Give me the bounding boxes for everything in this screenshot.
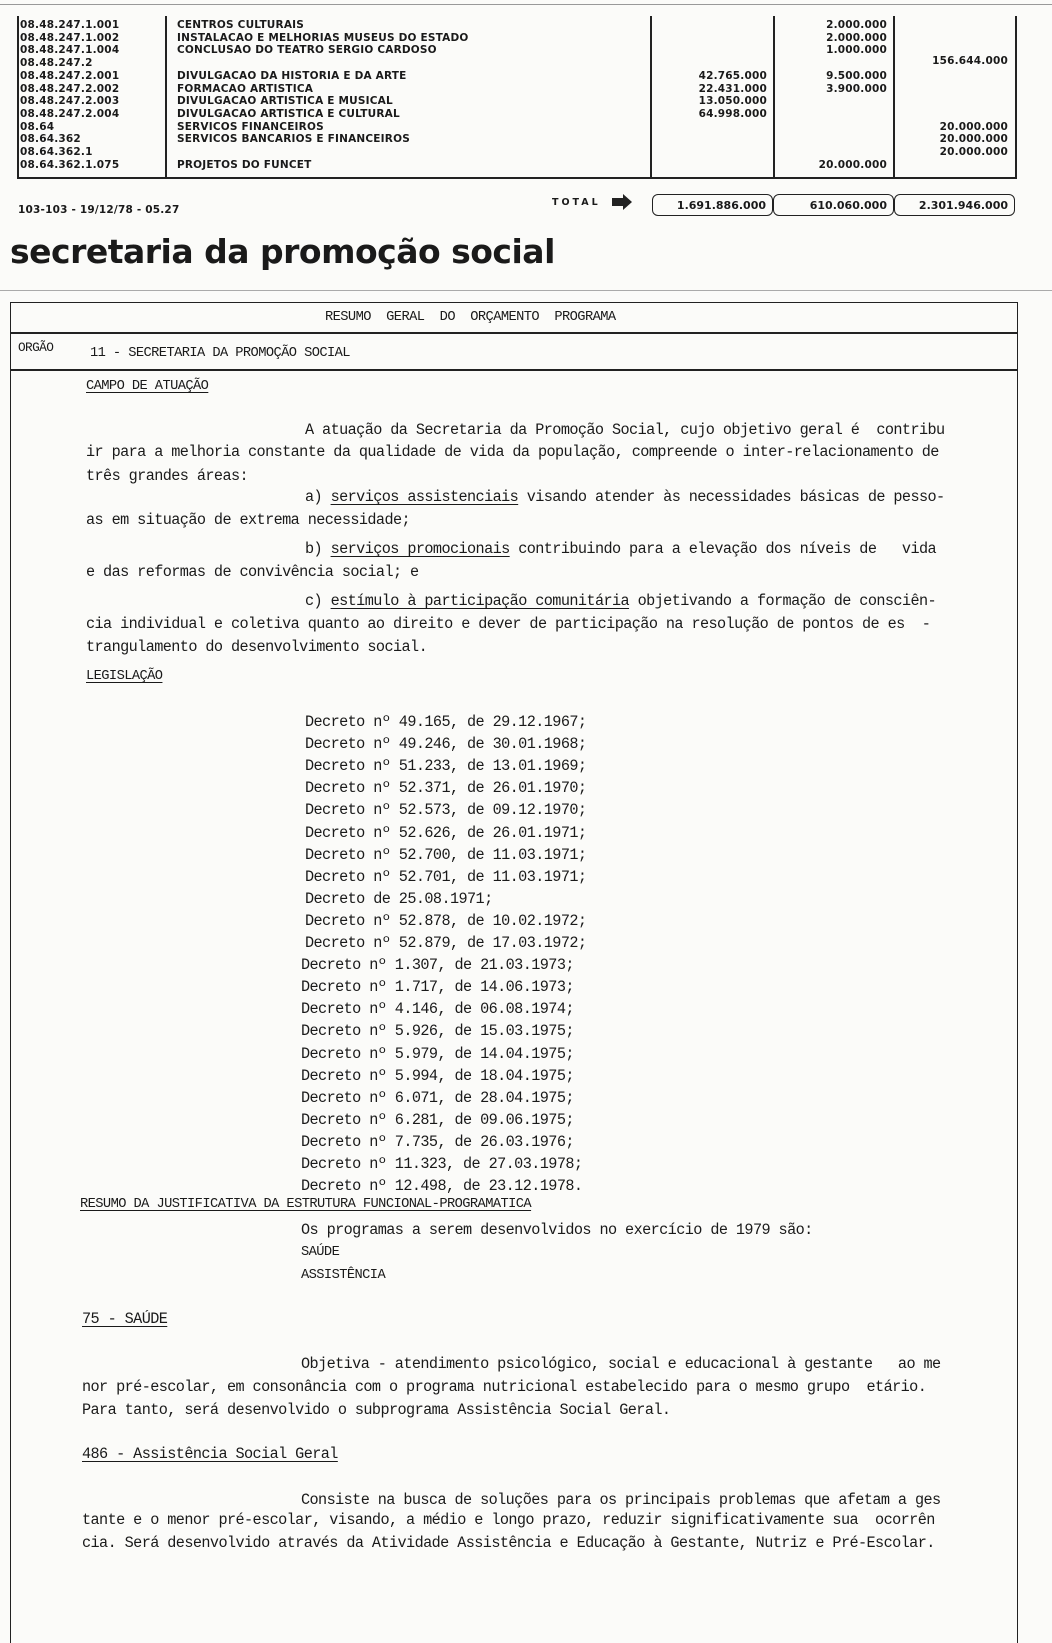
total-col5: 2.301.946.000 [894, 194, 1015, 216]
row-code: 08.48.247.2.004 [20, 107, 120, 120]
row-col4-value: 2.000.000 [826, 31, 887, 44]
decreto-item: Decreto nº 52.626, de 26.01.1971; [305, 823, 587, 842]
print-code: 103-103 - 19/12/78 - 05.27 [18, 204, 180, 216]
justificativa-heading: RESUMO DA JUSTIFICATIVA DA ESTRUTURA FUNCIONAL-PROGRAMATICA [80, 1196, 532, 1212]
decreto-item: Decreto nº 5.926, de 15.03.1975; [301, 1022, 574, 1041]
decreto-item: Decreto nº 52.879, de 17.03.1972; [305, 934, 587, 952]
assist-heading: 486 - Assistência Social Geral [82, 1445, 338, 1463]
programas-intro: Os programas a serem desenvolvidos no exercício de 1979 são: [301, 1221, 813, 1239]
row-col4-value: 3.900.000 [826, 82, 887, 95]
item-a [305, 487, 945, 507]
item-c-term: estímulo à participação comunitária [330, 592, 630, 610]
row-code: 08.48.247.2.002 [20, 82, 120, 95]
decreto-item: Decreto nº 5.979, de 14.04.1975; [301, 1044, 574, 1063]
row-col3-value: 64.998.000 [698, 107, 767, 120]
section-title: secretaria da promoção social [10, 232, 555, 271]
orgao-value: 11 - SECRETARIA DA PROMOÇÃO SOCIAL [90, 345, 350, 361]
decreto-item: Decreto nº 5.994, de 18.04.1975; [301, 1066, 574, 1085]
item-c [305, 591, 936, 611]
row-description: CENTROS CULTURAIS [177, 19, 305, 31]
decreto-item: Decreto nº 52.573, de 09.12.1970; [305, 801, 587, 820]
saude-line: nor pré-escolar, em consonância com o programa nutricional estabelecido para o mesmo grupo etário. [82, 1378, 927, 1396]
decreto-item: Decreto nº 51.233, de 13.01.1969; [305, 757, 587, 776]
decreto-item: Decreto nº 6.281, de 09.06.1975; [301, 1110, 574, 1129]
row-description: DIVULGACAO DA HISTORIA E DA ARTE [177, 69, 407, 82]
total-col4: 610.060.000 [773, 194, 894, 216]
total-label: TOTAL [552, 197, 601, 208]
row-description: DIVULGACAO ARTISTICA E MUSICAL [177, 95, 393, 108]
row-code: 08.64.362.1.075 [20, 158, 120, 171]
campo-line: A atuação da Secretaria da Promoção Social, cujo objetivo geral é contribu [305, 421, 945, 439]
assist-line: cia. Será desenvolvido através da Atividade Assistência e Educação à Gestante, Nutriz e Pré-Escolar. [82, 1534, 935, 1552]
decreto-item: Decreto nº 52.701, de 11.03.1971; [305, 867, 587, 886]
row-code: 08.64 [20, 120, 55, 133]
saude-line: Para tanto, será desenvolvido o subprograma Assistência Social Geral. [82, 1401, 671, 1419]
row-col3-value: 42.765.000 [698, 69, 767, 82]
item-c-prefix: c) [305, 592, 331, 610]
row-code: 08.48.247.2.003 [20, 95, 120, 108]
row-code: 08.48.247.2.001 [20, 69, 120, 82]
arrow-right-icon [612, 194, 632, 210]
resumo-header: RESUMO GERAL DO ORÇAMENTO PROGRAMA [325, 309, 616, 325]
item-c-rest: objetivando a formação de consciên- [629, 592, 937, 610]
row-col4-value: 20.000.000 [818, 158, 887, 171]
decreto-item: Decreto nº 49.165, de 29.12.1967; [305, 713, 587, 731]
campo-line: ir para a melhoria constante da qualidade de vida da população, compreende o inter-relacionamento de [86, 443, 939, 461]
decreto-item: Decreto nº 11.323, de 27.03.1978; [301, 1155, 583, 1173]
row-code: 08.48.247.1.004 [20, 44, 120, 57]
row-description: SERVICOS BANCARIOS E FINANCEIROS [177, 133, 410, 146]
row-code: 08.48.247.1.002 [20, 31, 120, 44]
programa-item: SAÚDE [301, 1244, 340, 1260]
item-b-prefix: b) [305, 540, 331, 558]
item-b-rest: contribuindo para a elevação dos níveis de vida [509, 540, 937, 558]
item-a-term: serviços assistenciais [330, 488, 519, 506]
decreto-item: Decreto nº 52.878, de 10.02.1972; [305, 911, 587, 930]
item-a-line2: as em situação de extrema necessidade; [86, 511, 411, 529]
row-description: FORMACAO ARTISTICA [177, 82, 314, 95]
decreto-item: Decreto nº 7.735, de 26.03.1976; [301, 1132, 574, 1151]
row-col3-value: 22.431.000 [698, 82, 767, 95]
saude-heading: 75 - SAÚDE [82, 1310, 168, 1328]
item-b-line2: e das reformas de convivência social; e [86, 563, 419, 581]
row-col5-value: 20.000.000 [939, 146, 1008, 158]
assist-line: tante e o menor pré-escolar, visando, a médio e longo prazo, reduzir significativamente sua ocorrên [82, 1511, 935, 1529]
legislacao-heading: LEGISLAÇÃO [86, 668, 163, 684]
item-b [305, 539, 936, 559]
item-c-line3: trangulamento do desenvolvimento social. [86, 638, 428, 656]
campo-heading: CAMPO DE ATUAÇÃO [86, 378, 209, 394]
campo-line: três grandes áreas: [86, 467, 249, 485]
decreto-item: Decreto nº 1.307, de 21.03.1973; [301, 956, 574, 975]
row-col4-value: 2.000.000 [826, 19, 887, 31]
decreto-item: Decreto de 25.08.1971; [305, 889, 493, 908]
decreto-item: Decreto nº 6.071, de 28.04.1975; [301, 1088, 574, 1107]
assist-line: Consiste na busca de soluções para os principais problemas que afetam a ges [301, 1491, 941, 1509]
orgao-label: ORGÃO [18, 340, 54, 355]
row-description: SERVICOS FINANCEIROS [177, 120, 324, 133]
row-description: INSTALACAO E MELHORIAS MUSEUS DO ESTADO [177, 31, 469, 44]
decreto-item: Decreto nº 49.246, de 30.01.1968; [305, 735, 587, 754]
row-code: 08.64.362.1 [20, 146, 93, 158]
row-col4-value: 9.500.000 [826, 69, 887, 82]
row-col4-value: 1.000.000 [826, 44, 887, 57]
row-col5-value: 20.000.000 [939, 120, 1008, 133]
decreto-item: Decreto nº 52.700, de 11.03.1971; [305, 845, 587, 864]
row-code: 08.48.247.2 [20, 57, 93, 70]
item-b-term: serviços promocionais [330, 540, 510, 558]
row-description: PROJETOS DO FUNCET [177, 158, 312, 171]
item-a-rest: visando atender às necessidades básicas de pesso- [518, 488, 945, 506]
item-c-line2: cia individual e coletiva quanto ao direito e dever de participação na resolução de pontos de es - [86, 615, 931, 633]
row-description: DIVULGACAO ARTISTICA E CULTURAL [177, 107, 400, 120]
row-code: 08.48.247.1.001 [20, 19, 120, 31]
saude-line: Objetiva - atendimento psicológico, social e educacional à gestante ao me [301, 1355, 941, 1373]
decreto-item: Decreto nº 1.717, de 14.06.1973; [301, 978, 574, 997]
decreto-item: Decreto nº 52.371, de 26.01.1970; [305, 779, 587, 798]
row-code: 08.64.362 [20, 133, 81, 146]
decreto-item: Decreto nº 4.146, de 06.08.1974; [301, 1000, 574, 1019]
row-col5-value: 156.644.000 [932, 55, 1008, 68]
total-col3: 1.691.886.000 [652, 194, 773, 216]
row-col3-value: 13.050.000 [698, 95, 767, 108]
item-a-prefix: a) [305, 488, 331, 506]
programa-item: ASSISTÊNCIA [301, 1267, 386, 1283]
decreto-item: Decreto nº 12.498, de 23.12.1978. [301, 1177, 583, 1196]
row-col5-value: 20.000.000 [939, 133, 1008, 146]
row-description: CONCLUSAO DO TEATRO SERGIO CARDOSO [177, 44, 437, 57]
